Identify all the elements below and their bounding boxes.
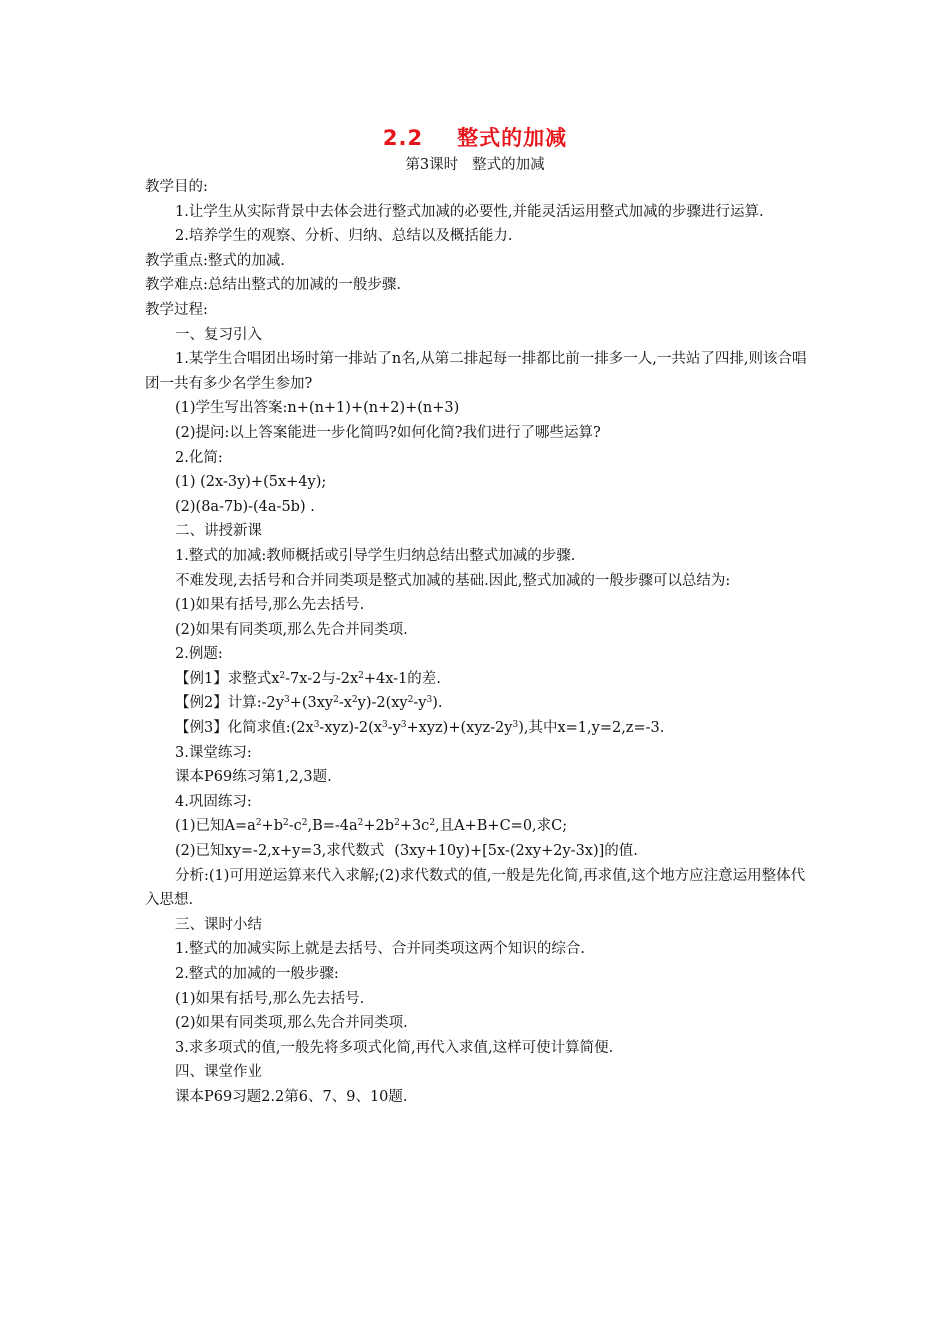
- lesson-topic: 整式的加减: [472, 157, 545, 173]
- review-question-1-b: (2)提问:以上答案能进一步化简吗?如何化简?我们进行了哪些运算?: [175, 424, 601, 441]
- homework: 课本P69习题2.2第6、7、9、10题.: [175, 1088, 408, 1105]
- page-title: [0, 122, 950, 152]
- practice-text: 课本P69练习第1,2,3题.: [175, 769, 332, 786]
- review-question-2-a: (1) (2x-3y)+(5x+4y);: [175, 474, 327, 491]
- objectives-heading: 教学目的:: [145, 179, 208, 195]
- lesson-label: 第3课时: [405, 157, 459, 173]
- summary-3: 3.求多项式的值,一般先将多项式化简,再代入求值,这样可使计算简便.: [175, 1039, 614, 1056]
- summary-1: 1.整式的加减实际上就是去括号、合并同类项这两个知识的综合.: [175, 941, 585, 958]
- practice-heading: 3.课堂练习:: [175, 744, 252, 761]
- analysis: 分析:(1)可用逆运算来代入求解;(2)求代数式的值,一般是先化简,再求值,这个地方应注意运用整体代入思想.: [145, 867, 806, 909]
- step-2: (2)如果有同类项,那么先合并同类项.: [175, 621, 408, 638]
- new-lesson-1: 1.整式的加减:教师概括或引导学生归纳总结出整式加减的步骤.: [175, 547, 576, 564]
- page-subtitle: [0, 153, 950, 174]
- process-heading: 教学过程:: [145, 301, 208, 318]
- consolidate-2: (2)已知xy=-2,x+y=3,求代数式 (3xy+10y)+[5x-(2xy+2y-3x)]的值.: [175, 843, 638, 860]
- example-3: 【例3】化简求值$:(2x^3-xyz)-2(x^3-y^3+xyz)+(xyz-2y^3)$,其中x=1,y=2,z=-3.: [175, 720, 665, 737]
- section-heading-1: 一、复习引入: [175, 326, 262, 343]
- example-1: 【例1】求整式$x^2-7x-2$与$-2x^2+4x-1$的差.: [175, 670, 441, 687]
- objective-2: 2.培养学生的观察、分析、归纳、总结以及概括能力.: [175, 228, 513, 245]
- review-question-2: 2.化简:: [175, 449, 223, 466]
- review-question-2-b: (2)(8a-7b)-(4a-5b) .: [175, 498, 315, 515]
- key-point: 教学重点:整式的加减.: [145, 252, 285, 269]
- summary-2: 2.整式的加减的一般步骤:: [175, 966, 339, 982]
- section-heading-3: 三、课时小结: [175, 916, 262, 933]
- title-text: 整式的加减: [457, 126, 568, 150]
- examples-heading: 2.例题:: [175, 646, 223, 663]
- objective-1: 1.让学生从实际背景中去体会进行整式加减的必要性,并能灵活运用整式加减的步骤进行运算.: [175, 203, 764, 220]
- section-heading-4: 四、课堂作业: [175, 1064, 262, 1081]
- review-question-1-a: (1)学生写出答案:n+(n+1)+(n+2)+(n+3): [175, 400, 460, 417]
- consolidate-1: (1)已知$A=a^2+b^2-c^2,B=-4a^2+2b^2+3c^2$,且A+B+C=0,求C;: [175, 818, 568, 835]
- step-1: (1)如果有括号,那么先去括号.: [175, 597, 365, 614]
- review-question-1: 1.某学生合唱团出场时第一排站了n名,从第二排起每一排都比前一排多一人,一共站了四排,则该合唱团一共有多少名学生参加?: [145, 351, 807, 392]
- consolidate-heading: 4.巩固练习:: [175, 793, 252, 810]
- section-heading-2: 二、讲授新课: [175, 523, 262, 540]
- title-number: 2.2: [382, 126, 424, 150]
- difficulty: 教学难点:总结出整式的加减的一般步骤.: [145, 277, 401, 294]
- summary-step-2: (2)如果有同类项,那么先合并同类项.: [175, 1015, 408, 1032]
- document-body: [145, 175, 808, 1110]
- summary-step-1: (1)如果有括号,那么先去括号.: [175, 990, 365, 1007]
- new-lesson-1-text: 不难发现,去括号和合并同类项是整式加减的基础.因此,整式加减的一般步骤可以总结为:: [175, 572, 731, 589]
- example-2: 【例2】计算$:-2y^3+(3xy^2-x^2y)-2(xy^2-y^3)$.: [175, 695, 443, 712]
